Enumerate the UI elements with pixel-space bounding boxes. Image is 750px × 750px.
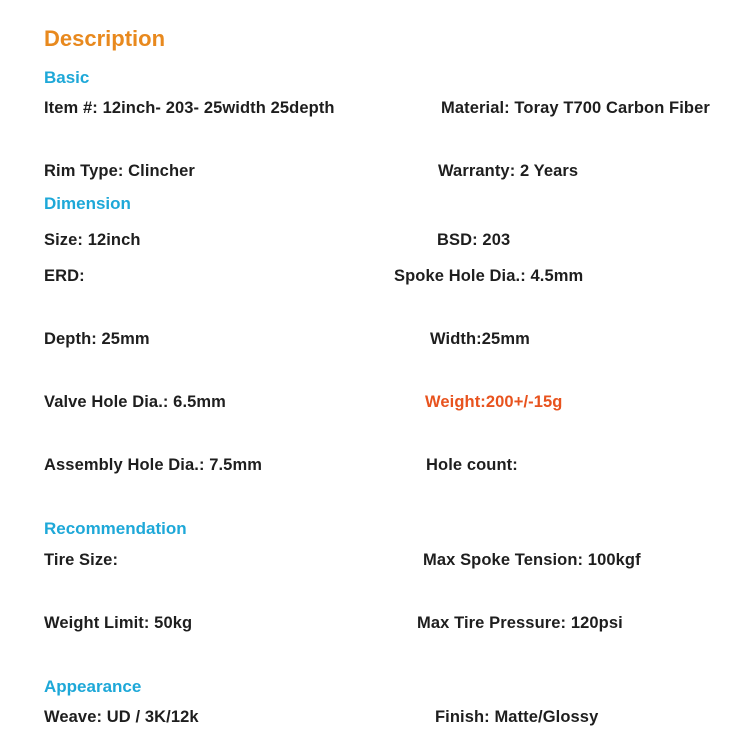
size: Size: 12inch	[44, 231, 141, 249]
rim-type: Rim Type: Clincher	[44, 162, 195, 180]
bsd: BSD: 203	[437, 231, 511, 249]
erd: ERD:	[44, 267, 85, 285]
assembly-hole-dia: Assembly Hole Dia.: 7.5mm	[44, 456, 262, 474]
page-title: Description	[44, 26, 166, 51]
width: Width:25mm	[430, 330, 530, 348]
depth: Depth: 25mm	[44, 330, 150, 348]
max-spoke-tension: Max Spoke Tension: 100kgf	[423, 551, 641, 569]
section-heading-appearance: Appearance	[44, 677, 142, 696]
max-tire-pressure: Max Tire Pressure: 120psi	[417, 614, 623, 632]
weight: Weight:200+/-15g	[425, 393, 563, 411]
material: Material: Toray T700 Carbon Fiber	[441, 99, 710, 117]
valve-hole-dia: Valve Hole Dia.: 6.5mm	[44, 393, 226, 411]
finish: Finish: Matte/Glossy	[435, 708, 599, 726]
hole-count: Hole count:	[426, 456, 518, 474]
weight-limit: Weight Limit: 50kg	[44, 614, 193, 632]
weave: Weave: UD / 3K/12k	[44, 708, 199, 726]
section-heading-dimension: Dimension	[44, 194, 131, 213]
tire-size: Tire Size:	[44, 551, 119, 569]
section-heading-basic: Basic	[44, 68, 90, 87]
warranty: Warranty: 2 Years	[438, 162, 579, 180]
spoke-hole-dia: Spoke Hole Dia.: 4.5mm	[394, 267, 584, 285]
section-heading-recommendation: Recommendation	[44, 519, 187, 538]
item-number: Item #: 12inch- 203- 25width 25depth	[44, 99, 335, 117]
